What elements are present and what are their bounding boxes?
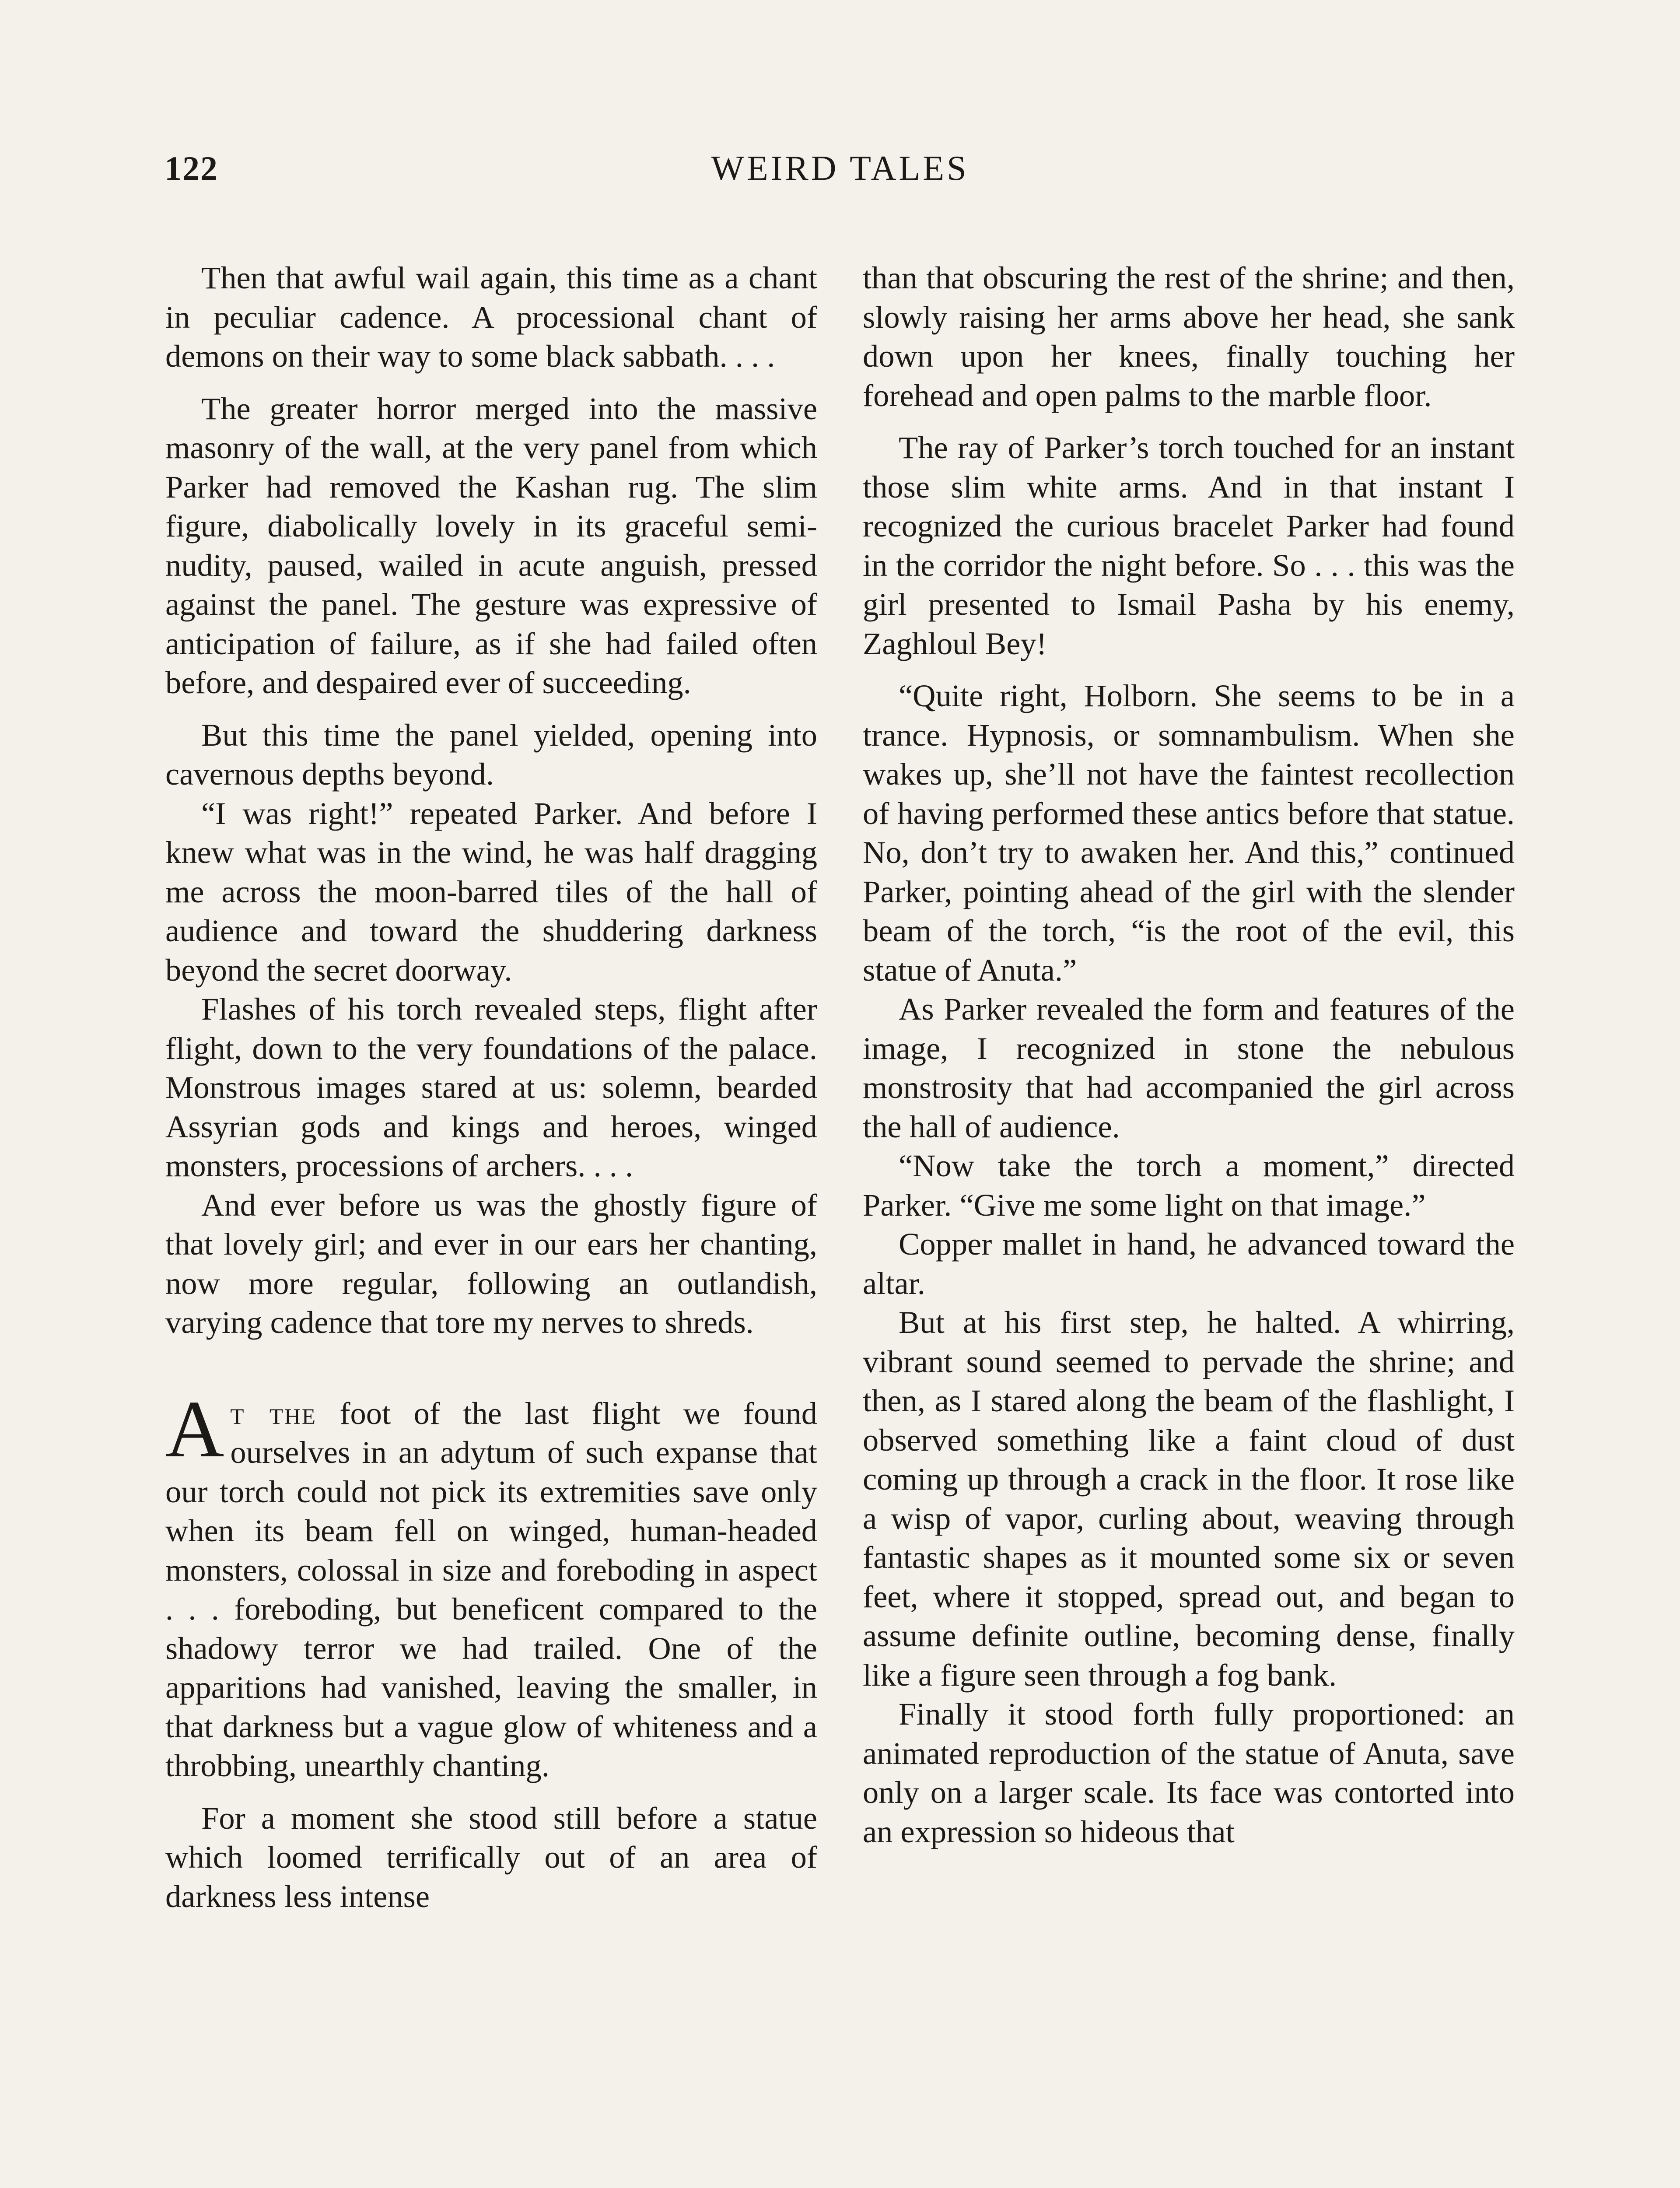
paragraph: “I was right!” repeated Parker. And before I knew what was in the wind, he was half dragging me across the moon-barred tiles of the hall of audience and toward the shuddering darkness beyond the secret doorway. (165, 795, 817, 988)
section-opening-paragraph (165, 1384, 817, 1785)
drop-cap: A (165, 1384, 224, 1474)
running-title: WEIRD TALES (711, 149, 969, 188)
paragraph: The ray of Parker’s torch touched for an instant those slim white arms. And in that instant I recognized the curious bracelet Parker had found in the corridor the night before. So . . . this was the girl presented to Ismail Pasha by his enemy, Zaghloul Bey! (863, 430, 1515, 661)
paragraph: The greater horror merged into the massive masonry of the wall, at the very panel from which Parker had removed the Kashan rug. The slim figure, diabolically lovely in its graceful semi-nudity, paused, wailed in acute anguish, pressed against the panel. The gesture was expressive of anticipation of failure, as if she had failed often before, and despaired ever of succeeding. (165, 390, 817, 700)
paragraph: Finally it stood forth fully proportioned: an animated reproduction of the statue of Anuta, save only on a larger scale. Its face was contorted into an expression so hideous that (863, 1696, 1515, 1849)
paragraph: “Quite right, Holborn. She seems to be in a trance. Hypnosis, or somnambulism. When she wakes up, she’ll not have the faintest recollection of having performed these antics before that statue. No, don’t try to awaken her. And this,” continued Parker, pointing ahead of the girl with the slender beam of the torch, “is the root of the evil, this statue of Anuta.” (863, 678, 1515, 988)
paragraph: But this time the panel yielded, opening into cavernous depths beyond. (165, 717, 817, 792)
paragraph: Copper mallet in hand, he advanced toward the altar. (863, 1226, 1515, 1301)
paragraph-continued: than that obscuring the rest of the shrine; and then, slowly raising her arms above her head, she sank down upon her knees, finally touching her forehead and open palms to the marble floor. (863, 260, 1515, 413)
paragraph: But at his first step, he halted. A whirring, vibrant sound seemed to pervade the shrine; and then, as I stared along the beam of the flashlight, I observed something like a faint cloud of dust coming up through a crack in the floor. It rose like a wisp of vapor, curling about, weaving through fantastic shapes as it mounted some six or seven feet, where it stopped, spread out, and began to assume definite outline, becoming dense, finally like a figure seen through a fog bank. (863, 1304, 1515, 1693)
paragraph: And ever before us was the ghostly figure of that lovely girl; and ever in our ears her chanting, now more regular, following an outlandish, varying cadence that tore my nerves to shreds. (165, 1187, 817, 1340)
paragraph: For a moment she stood still before a statue which loomed terrifically out of an area of darkness less intense (165, 1800, 817, 1914)
left-column (165, 258, 817, 1916)
paragraph: As Parker revealed the form and features of the image, I recognized in stone the nebulous monstrosity that had accompanied the girl across the hall of audience. (863, 991, 1515, 1144)
paragraph: “Now take the torch a moment,” directed Parker. “Give me some light on that image.” (863, 1148, 1515, 1223)
page-number: 122 (164, 149, 218, 187)
paragraph-text: foot of the last flight we found ourselves in an adytum of such expanse that our torch could not pick its extremities save only when its beam fell on winged, human-headed monsters, colossal in size and foreboding in aspect . . . foreboding, but beneficent compared to the shadowy terror we had trailed. One of the apparitions had vanished, leaving the smaller, in that darkness but a vague glow of whiteness and a throbbing, unearthly chanting. (165, 1395, 817, 1783)
small-caps-lead: t the (230, 1395, 317, 1431)
page-header (164, 149, 1516, 197)
paragraph: Flashes of his torch revealed steps, flight after flight, down to the very foundations of the palace. Monstrous images stared at us: solemn, bearded Assyrian gods and kings and heroes, winged monsters, processions of archers. . . . (165, 991, 817, 1183)
paragraph: Then that awful wail again, this time as a chant in peculiar cadence. A processional chant of demons on their way to some black sabbath. . . . (165, 260, 817, 374)
right-column (863, 258, 1515, 1851)
